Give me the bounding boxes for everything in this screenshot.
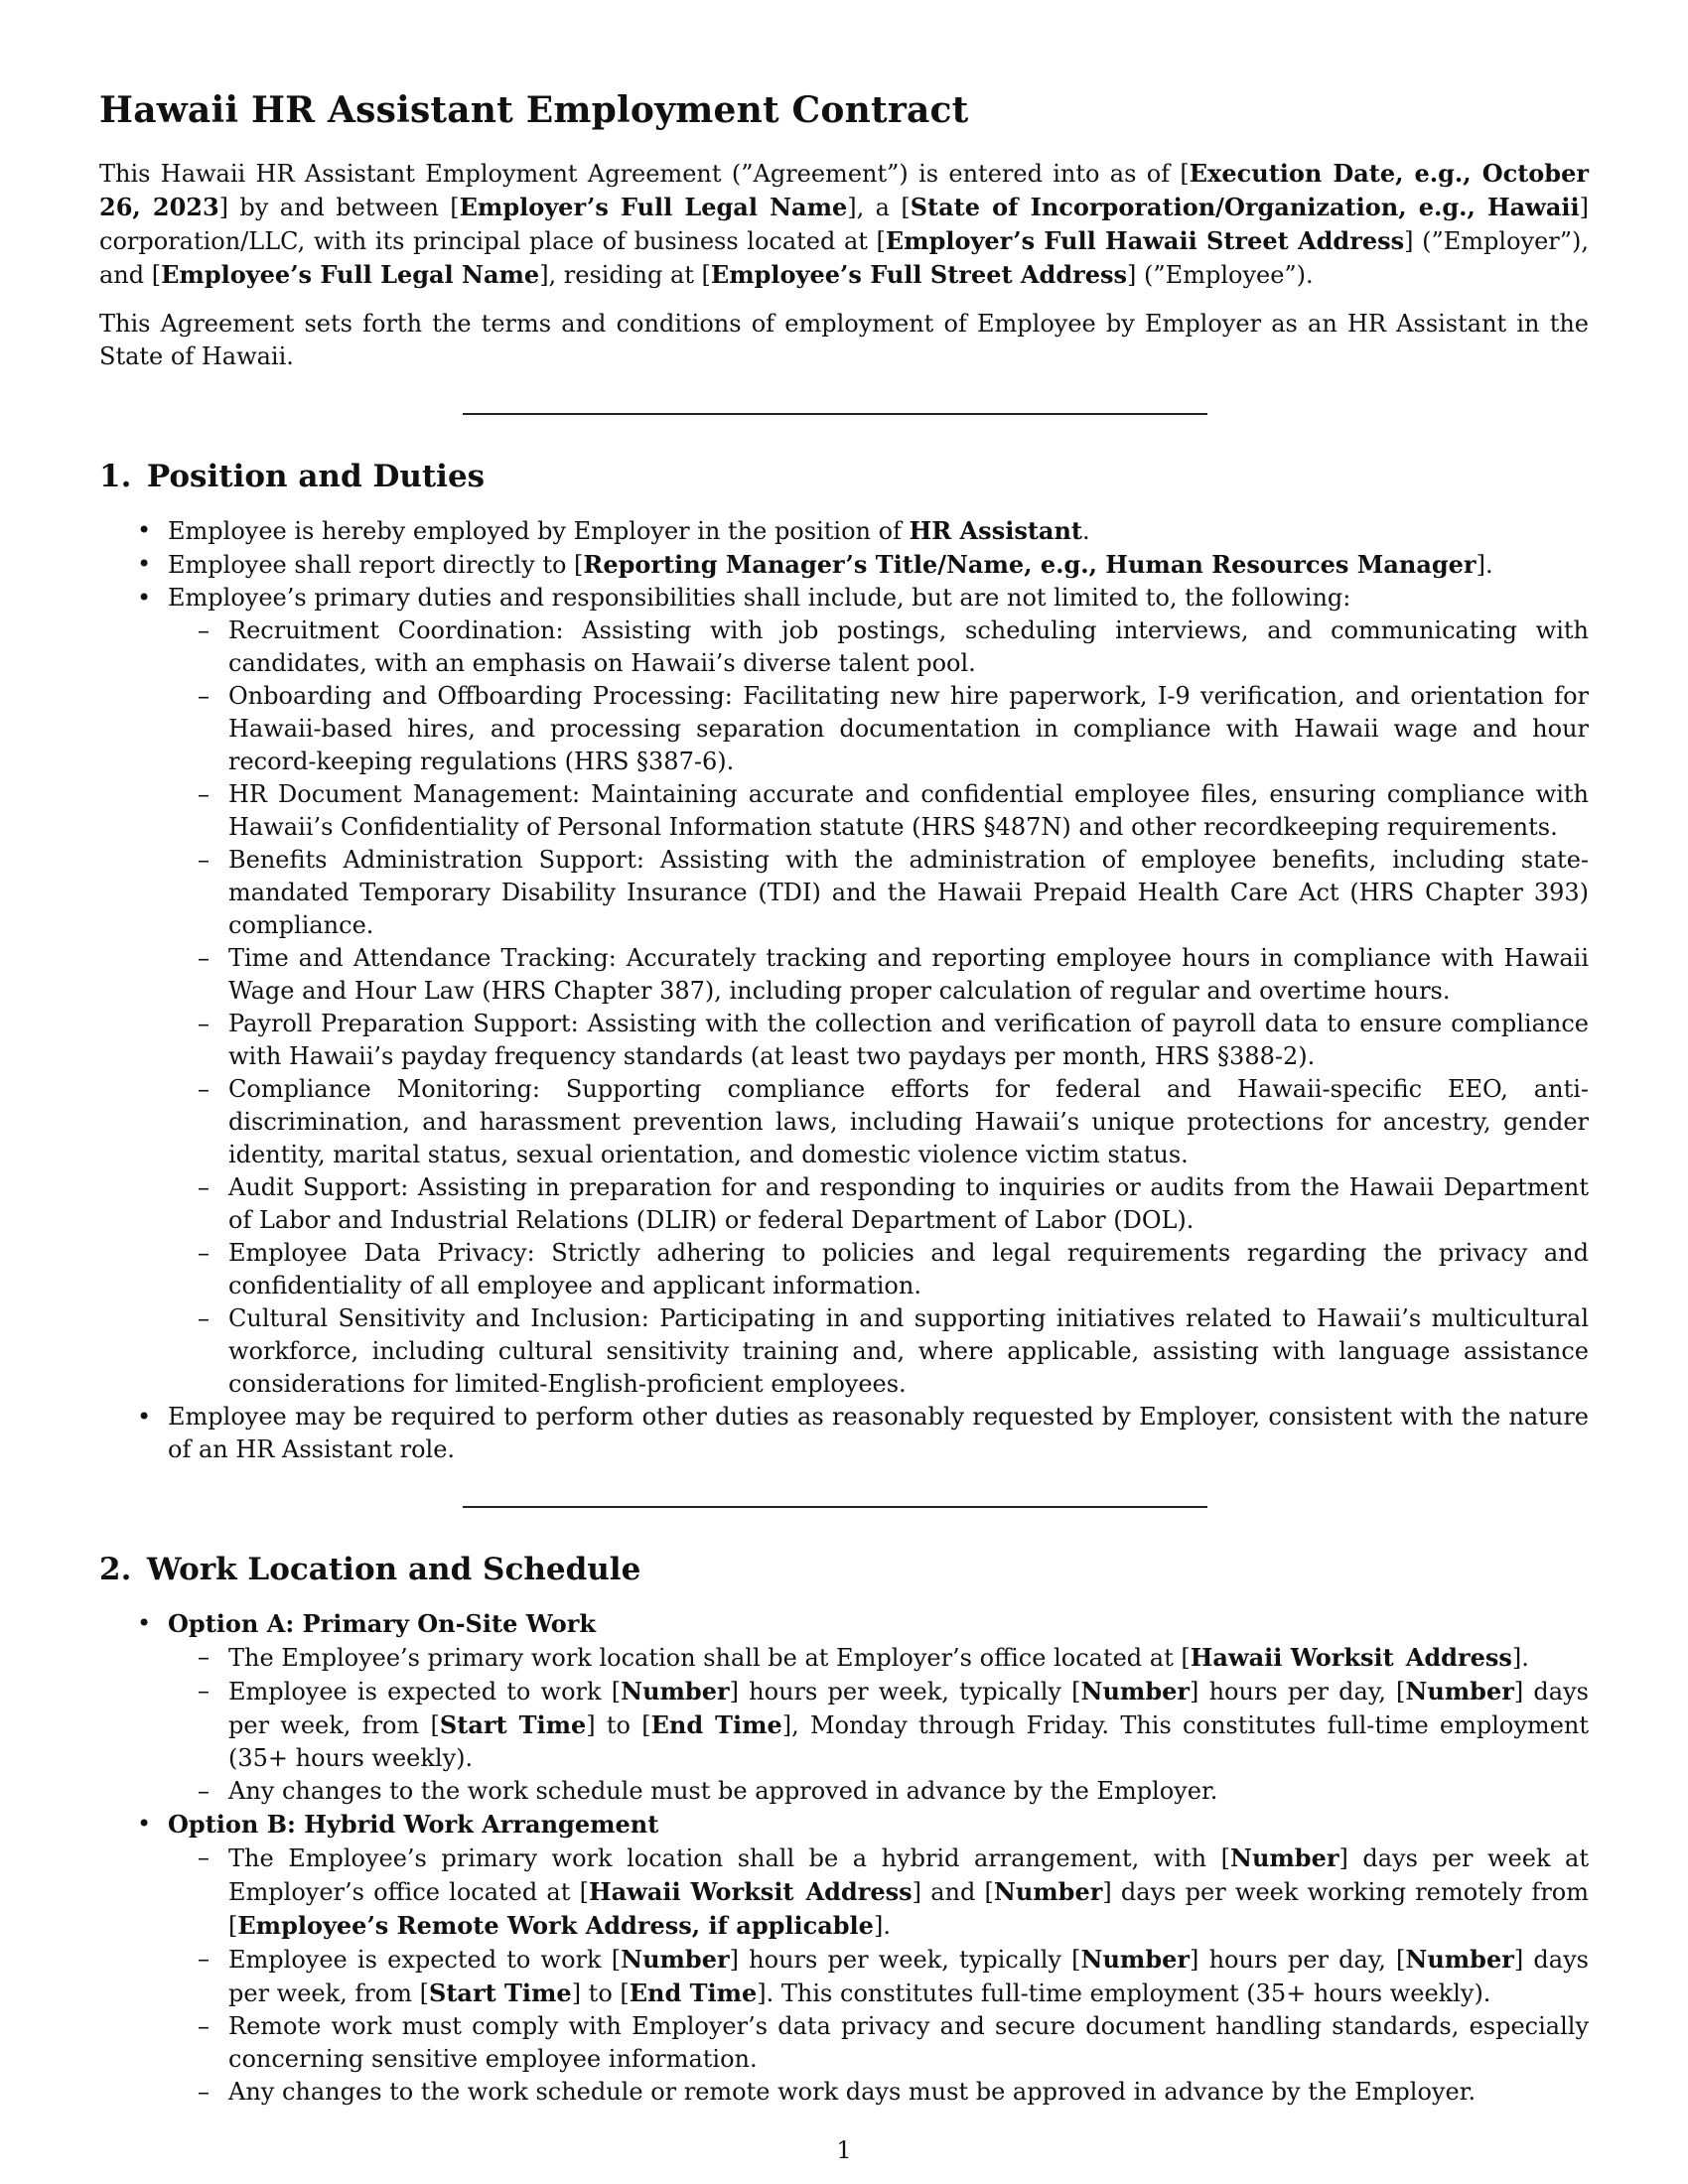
detail-text: ] to [: [571, 1979, 630, 2007]
document-title: Hawaii HR Assistant Employment Contract: [99, 89, 969, 131]
bullet-icon: •: [137, 584, 152, 612]
detail-text: ] days per week working remotely from [: [228, 1878, 1589, 1940]
end-time-placeholder: End Time: [650, 1710, 782, 1739]
detail-text: ] days per week at Employer’s office located at [: [228, 1844, 1589, 1906]
duty-text: Compliance Monitoring: Supporting compliance efforts for federal and Hawaii-specific EEO, anti-discrimination, and harassment prevention laws, including Hawaii’s unique protections for ancestry, gender identity, marital status, sexual orientation, and domestic violence victim status.: [228, 1075, 1589, 1168]
duties-list: [168, 614, 1589, 1401]
detail-text: Employee is expected to work [: [228, 1946, 622, 1974]
option-b: [99, 1808, 1589, 2109]
duty-text: Cultural Sensitivity and Inclusion: Participating in and supporting initiatives related to Hawaii’s multicultural workforce, including cultural sensitivity training and, where applicable, assisting with language assistance considerations for limited-English-proficient employees.: [228, 1304, 1589, 1398]
dash-icon: –: [198, 1643, 210, 1671]
duty-item: [168, 614, 1589, 680]
dash-icon: –: [198, 1173, 210, 1201]
detail-text: The Employee’s primary work location shall be a hybrid arrangement, with [: [228, 1844, 1231, 1872]
duty-item: [168, 1073, 1589, 1171]
number-placeholder: Number: [1080, 1677, 1191, 1706]
list-text: Employee’s primary duties and responsibilities shall include, but are not limited to, the following:: [168, 584, 1351, 612]
detail-item: [168, 2010, 1589, 2076]
duty-text: Employee Data Privacy: Strictly adhering to policies and legal requirements regarding the privacy and confidentiality of all employee and applicant information.: [228, 1239, 1589, 1299]
detail-text: ]. This constitutes full-time employment (35+ hours weekly).: [757, 1979, 1491, 2007]
detail-item: [168, 1943, 1589, 2010]
dash-icon: –: [198, 1304, 210, 1332]
detail-text: ] to [: [586, 1711, 651, 1739]
intro-text: ] corporation/LLC, with its principal place of business located at [: [99, 194, 1589, 255]
dash-icon: –: [198, 1677, 210, 1705]
duty-text: Time and Attendance Tracking: Accurately tracking and reporting employee hours in compliance with Hawaii Wage and Hour Law (HRS Chapter 387), including proper calculation of regular and overtime hours.: [228, 944, 1589, 1005]
detail-text: The Employee’s primary work location shall be at Employer’s office located at [: [228, 1644, 1191, 1672]
detail-item: [168, 1675, 1589, 1775]
duty-item: [168, 1302, 1589, 1401]
execution-date-placeholder: Execution Date, e.g., October 26, 2023: [99, 159, 1589, 221]
detail-item: [168, 1641, 1589, 1675]
employee-name-placeholder: Employee’s Full Legal Name: [161, 260, 540, 289]
list-item: [99, 1401, 1589, 1466]
list-text: .: [1082, 517, 1090, 545]
detail-text: Any changes to the work schedule or remote work days must be approved in advance by the Employer.: [228, 2078, 1477, 2106]
list-text: ].: [1476, 551, 1493, 579]
duty-item: [168, 778, 1589, 844]
position-title: HR Assistant: [909, 516, 1082, 545]
duty-item: [168, 942, 1589, 1008]
bullet-icon: •: [137, 550, 152, 578]
dash-icon: –: [198, 1075, 210, 1103]
dash-icon: –: [198, 1239, 210, 1267]
worksite-address-placeholder: Hawaii Worksit Address: [588, 1877, 913, 1906]
option-a-details: [168, 1641, 1589, 1808]
page-number: 1: [836, 2136, 852, 2164]
intro-scope-paragraph: This Agreement sets forth the terms and conditions of employment of Employee by Employer as an HR Assistant in the State of Hawaii.: [99, 310, 1589, 370]
duty-text: Recruitment Coordination: Assisting with job postings, scheduling interviews, and communicating with candidates, with an emphasis on Hawaii’s diverse talent pool.: [228, 616, 1589, 677]
start-time-placeholder: Start Time: [428, 1979, 572, 2007]
section-divider: [463, 1506, 1207, 1508]
section-2-heading: 2. Work Location and Schedule: [99, 1552, 641, 1587]
dash-icon: –: [198, 1945, 210, 1973]
start-time-placeholder: Start Time: [439, 1710, 587, 1739]
list-item: [99, 514, 1589, 548]
list-text: Employee may be required to perform other duties as reasonably requested by Employer, consistent with the nature of an HR Assistant role.: [168, 1403, 1589, 1463]
number-placeholder: Number: [621, 1945, 730, 1974]
detail-text: ] hours per day, [: [1190, 1946, 1406, 1974]
detail-text: Employee is expected to work [: [228, 1678, 622, 1706]
manager-placeholder: Reporting Manager’s Title/Name, e.g., Human Resources Manager: [583, 550, 1477, 579]
list-text: Employee is hereby employed by Employer in the position of: [168, 517, 910, 545]
intro-text: ], residing at [: [539, 261, 711, 289]
detail-text: ] hours per week, typically [: [729, 1678, 1081, 1706]
duty-text: HR Document Management: Maintaining accurate and confidential employee files, ensuring compliance with Hawaii’s Confidentiality of Personal Information statute (HRS §487N) and other recordkeeping requirements.: [228, 780, 1589, 841]
detail-text: ] days per week, from [: [228, 1678, 1589, 1739]
number-placeholder: Number: [1405, 1677, 1514, 1706]
intro-text: ] (”Employee”).: [1127, 261, 1314, 289]
dash-icon: –: [198, 2012, 210, 2040]
duty-item: [168, 680, 1589, 778]
duty-item: [168, 1008, 1589, 1073]
duty-text: Payroll Preparation Support: Assisting with the collection and verification of payroll data to ensure compliance with Hawaii’s payday frequency standards (at least two paydays per month, HRS §388-2).: [228, 1010, 1589, 1070]
number-placeholder: Number: [993, 1877, 1103, 1906]
duty-item: [168, 1171, 1589, 1237]
detail-text: Any changes to the work schedule must be approved in advance by the Employer.: [228, 1777, 1218, 1805]
bullet-icon: •: [137, 1609, 152, 1637]
section-1-list: [99, 514, 1589, 1466]
intro-text: ] by and between [: [218, 194, 460, 221]
intro-text: This Hawaii HR Assistant Employment Agreement (”Agreement”) is entered into as of [: [99, 160, 1190, 188]
bullet-icon: •: [137, 1403, 152, 1431]
duty-item: [168, 1237, 1589, 1302]
list-item: [99, 582, 1589, 1401]
dash-icon: –: [198, 682, 210, 710]
intro-paragraph: [99, 157, 1589, 292]
number-placeholder: Number: [1230, 1843, 1339, 1872]
end-time-placeholder: End Time: [629, 1979, 758, 2007]
list-text: Employee shall report directly to [: [168, 551, 584, 579]
employer-address-placeholder: Employer’s Full Hawaii Street Address: [885, 226, 1405, 255]
duty-item: [168, 844, 1589, 942]
worksite-address-placeholder: Hawaii Worksit Address: [1190, 1643, 1512, 1672]
dash-icon: –: [198, 780, 210, 808]
duty-text: Onboarding and Offboarding Processing: Facilitating new hire paperwork, I-9 verification, and orientation for Hawaii-based hires, and processing separation documentation in compliance with Hawaii wage and hour record-keeping regulations (HRS §387-6).: [228, 682, 1589, 775]
option-b-details: [168, 1842, 1589, 2109]
detail-item: [168, 1775, 1589, 1808]
document-page: [99, 89, 1589, 2109]
option-a-title: Option A: Primary On-Site Work: [168, 1609, 596, 1638]
detail-text: ] days per week, from [: [228, 1946, 1589, 2007]
remote-address-placeholder: Employee’s Remote Work Address, if applicable: [237, 1911, 874, 1940]
duty-text: Benefits Administration Support: Assisting with the administration of employee benefits, including state-mandated Temporary Disability Insurance (TDI) and the Hawaii Prepaid Health Care Act (HRS Chapter 393) compliance.: [228, 846, 1589, 939]
employer-name-placeholder: Employer’s Full Legal Name: [459, 193, 848, 221]
duty-text: Audit Support: Assisting in preparation for and responding to inquiries or audits from the Hawaii Department of Labor and Industrial Relations (DLIR) or federal Department of Labor (DOL).: [228, 1173, 1589, 1234]
intro-text: ] (”Employer”), and [: [99, 227, 1590, 289]
detail-text: ] hours per week, typically [: [729, 1946, 1081, 1974]
state-placeholder: State of Incorporation/Organization, e.g., Hawaii: [910, 193, 1580, 221]
detail-text: ], Monday through Friday. This constitutes full-time employment (35+ hours weekly).: [228, 1711, 1589, 1772]
intro-text: ], a [: [847, 194, 911, 221]
number-placeholder: Number: [1080, 1945, 1191, 1974]
dash-icon: –: [198, 1010, 210, 1037]
detail-text: Remote work must comply with Employer’s data privacy and secure document handling standards, especially concerning sensitive employee information.: [228, 2012, 1589, 2073]
option-a: [99, 1607, 1589, 1808]
employee-address-placeholder: Employee’s Full Street Address: [710, 260, 1128, 289]
option-b-title: Option B: Hybrid Work Arrangement: [168, 1810, 659, 1839]
detail-text: ].: [1511, 1644, 1529, 1672]
number-placeholder: Number: [1405, 1945, 1514, 1974]
detail-text: ].: [873, 1912, 891, 1940]
bullet-icon: •: [137, 1810, 152, 1838]
detail-item: [168, 2076, 1589, 2109]
dash-icon: –: [198, 944, 210, 972]
dash-icon: –: [198, 2078, 210, 2106]
list-item: [99, 548, 1589, 582]
section-2-list: [99, 1607, 1589, 2109]
number-placeholder: Number: [621, 1677, 730, 1706]
bullet-icon: •: [137, 516, 152, 544]
detail-item: [168, 1842, 1589, 1943]
section-1-heading: 1. Position and Duties: [99, 459, 486, 494]
section-divider: [463, 413, 1207, 415]
detail-text: ] and [: [912, 1878, 994, 1906]
dash-icon: –: [198, 616, 210, 644]
detail-text: ] hours per day, [: [1190, 1678, 1406, 1706]
dash-icon: –: [198, 846, 210, 874]
dash-icon: –: [198, 1843, 210, 1871]
dash-icon: –: [198, 1777, 210, 1805]
